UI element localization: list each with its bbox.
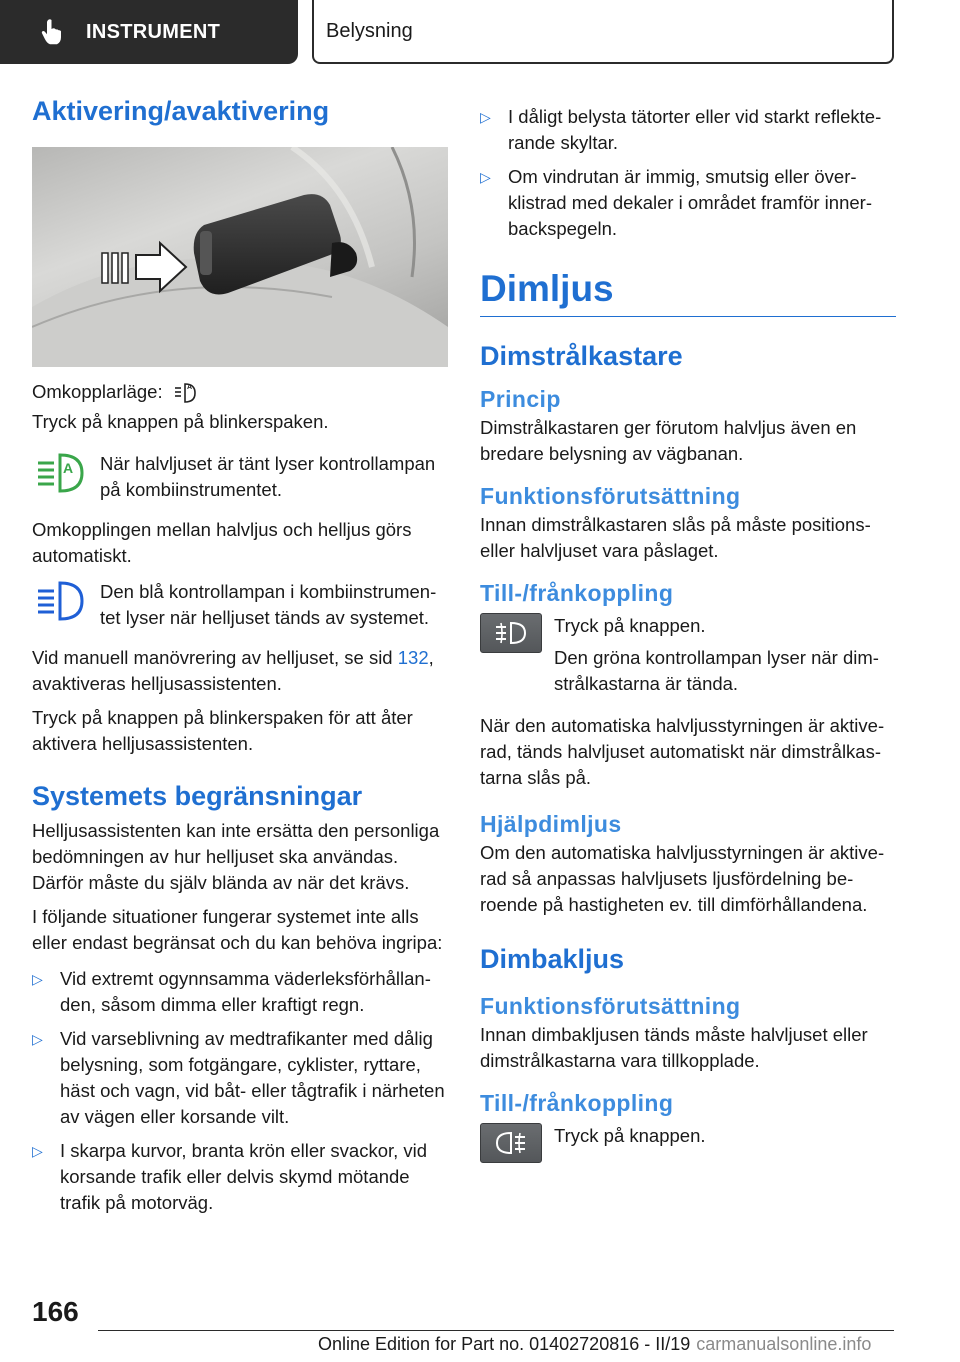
list-item: ▷ I skarpa kurvor, branta krön eller svackor, vid korsande trafik eller delvis skymd mötande trafik på motorväg. [32, 1138, 448, 1216]
reactivate-text: Tryck på knappen på blinkerspaken för att åter aktivera helljusassistenten. [32, 707, 413, 754]
requirement-text-1: Innan dimstrålkastaren slås på måste positions- eller halvljuset vara påslaget. [480, 514, 871, 561]
hand-pointer-icon [40, 18, 64, 46]
rear-fog-light-button-icon [493, 1130, 529, 1156]
edition-text: Online Edition for Part no. 01402720816 - II/19 [318, 1334, 691, 1354]
left-column [32, 96, 448, 1216]
right-column [480, 104, 896, 1163]
title-requirement-2: Funktionsförutsättning [480, 993, 741, 1019]
indicator-blue-text: Den blå kontrollampan i kombiinstrumentet lyser när helljuset tänds av systemet. [100, 581, 437, 628]
svg-text:A: A [63, 460, 74, 476]
title-principle: Princip [480, 386, 561, 412]
page-reference-link[interactable]: 132 [397, 647, 429, 668]
press-button-text-1: Tryck på knappen. [554, 615, 706, 636]
principle-text: Dimstrålkastaren ger förutom halvljus även en bredare belysning av vägbanan. [480, 417, 857, 464]
page-number: 166 [32, 1296, 79, 1327]
list-item: ▷ Vid varseblivning av medtrafikanter med dålig belysning, som fotgängare, cyklister, ryttare, häst och vagn, vid båt- eller tågtrafik i närheten av vägen eller korsande vilt. [32, 1026, 448, 1130]
title-requirement-1: Funktionsförutsättning [480, 483, 741, 509]
title-switch-1: Till-/frånkoppling [480, 580, 674, 606]
title-front-fog: Dimstrålkastare [480, 341, 683, 371]
list-item: ▷ Vid extremt ogynnsamma väderleksförhållanden, såsom dimma eller kraftigt regn. [32, 966, 448, 1018]
section-dimljus [480, 268, 896, 317]
press-button-text-2: Tryck på knappen. [554, 1125, 706, 1146]
footer-edition [318, 1334, 871, 1355]
title-activation: Aktivering/avaktivering [32, 96, 330, 126]
limitations-text-1: Helljusassistenten kan inte ersätta den personliga bedömningen av hur helljuset ska användas. Därför måste du själv blända av när det krävs. [32, 820, 440, 893]
list-item: ▷ Om vindrutan är immig, smutsig eller överklistrad med dekaler i området framför innerbackspegeln. [480, 164, 896, 242]
high-beam-blue-icon [34, 579, 86, 623]
aux-fog-text: Om den automatiska halvljusstyrningen är aktiverad så anpassas halvljusets ljusfördelning beroende på hastigheten ev. till dimförhållandena. [480, 842, 885, 915]
switch-position-label: Omkopplarläge: [32, 381, 163, 402]
list-item: ▷ I dåligt belysta tätorter eller vid starkt reflekterande skyltar. [480, 104, 896, 156]
manual-text: Vid manuell manövrering av helljuset, se sid 132, avaktiveras helljusassistenten. [32, 647, 434, 694]
rear-fog-light-button[interactable] [480, 1123, 542, 1163]
auto-switch-text: Omkopplingen mellan halvljus och helljus görs automatiskt. [32, 519, 412, 566]
front-fog-light-button-icon [493, 620, 529, 646]
limitations-list-continued [480, 104, 896, 242]
triangle-bullet-icon: ▷ [32, 1031, 43, 1047]
title-limitations: Systemets begränsningar [32, 781, 363, 811]
front-fog-light-button[interactable] [480, 613, 542, 653]
auto-fog-text: När den automatiska halvljusstyrningen är aktiverad, tänds halvljuset automatiskt när dimstrålkastarna slås på. [480, 715, 885, 788]
green-indicator-text: Den gröna kontrollampan lyser när dimstrålkastarna är tända. [554, 647, 879, 694]
triangle-bullet-icon: ▷ [32, 971, 43, 987]
requirement-text-2: Innan dimbakljusen tänds måste halvljuset eller dimstrålkastarna vara tillkopplade. [480, 1024, 868, 1071]
triangle-bullet-icon: ▷ [480, 169, 491, 185]
footer-divider [98, 1330, 894, 1331]
svg-text:A: A [186, 384, 192, 391]
title-fog-lights: Dimljus [480, 268, 614, 309]
watermark-text: carmanualsonline.info [696, 1334, 872, 1354]
press-stalk-text: Tryck på knappen på blinkerspaken. [32, 411, 329, 432]
section-title: Belysning [326, 19, 413, 42]
high-beam-assist-green-icon [34, 451, 86, 495]
indicator-green-text: När halvljuset är tänt lyser kontrollampan på kombiinstrumentet. [100, 453, 436, 500]
section-header [312, 0, 894, 64]
chapter-tab-label: INSTRUMENT [86, 20, 221, 43]
title-aux-fog: Hjälpdimljus [480, 811, 622, 837]
auto-headlight-icon [173, 380, 199, 404]
limitations-text-2: I följande situationer fungerar systemet inte alls eller endast begränsat och du kan behöva ingripa: [32, 906, 443, 953]
title-switch-2: Till-/frånkoppling [480, 1090, 674, 1116]
turn-signal-stalk-image [32, 147, 448, 367]
triangle-bullet-icon: ▷ [480, 109, 491, 125]
chapter-tab[interactable] [0, 0, 298, 64]
triangle-bullet-icon: ▷ [32, 1143, 43, 1159]
limitations-list [32, 966, 448, 1216]
title-rear-fog: Dimbakljus [480, 944, 625, 974]
stalk-photo [32, 147, 448, 367]
